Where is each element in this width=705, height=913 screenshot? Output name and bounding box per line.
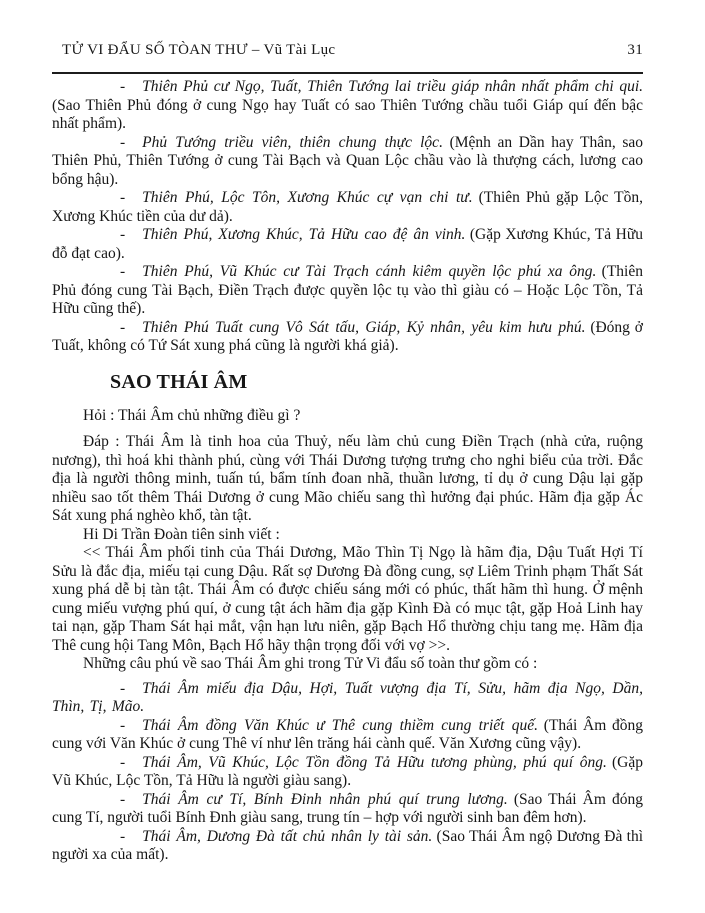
aphorism: Thiên Phú, Xương Khúc, Tả Hữu cao đệ ân vinh. [142, 226, 466, 243]
gloss: (Đóng ở Tuất, không có Tứ Sát xung phá cũng là người khá giả). [52, 318, 643, 354]
answer-paragraph: Đáp : Thái Âm là tinh hoa của Thuỷ, nếu làm chủ cung Điền Trạch (nhà cửa, ruộng nương), thì hoá khi thành phú, cùng với Thái Dương tượng trưng cho nghi biểu của trời. Đắc địa là người thông minh, tuấn tú, bẩm tính đoan nhã, thuần lương, tỉ dụ ở cung Dậu lại gặp nhiều sao tốt thêm Thái Dương ở cung Mão chiếu sang thì hưởng đại phúc. Hãm địa gặp Ác Sát xung phá nghèo khổ, tàn tật. [52, 433, 643, 524]
aphorism: Thiên Phú, Lộc Tôn, Xương Khúc cự vạn chi tư. [142, 189, 473, 206]
bullet-dash: - [120, 133, 126, 151]
section-heading: SAO THÁI ÂM [110, 370, 248, 393]
phu-item-6 [52, 319, 643, 356]
gloss: (Sao Thái Âm đóng cung Tí, người tuổi Bính Đnh giàu sang, trung tín – hợp với người sinh ban đêm hơn). [52, 790, 643, 826]
am-item-3 [52, 754, 643, 791]
aphorism: Phủ Tướng triều viên, thiên chung thực lộc. [142, 133, 443, 151]
aphorism: Thái Âm cư Tí, Bính Đinh nhân phú quí trung lương. [142, 790, 508, 808]
gloss: (Gặp Vũ Khúc, Lộc Tồn, Tả Hữu là người giàu sang). [52, 753, 643, 789]
phu-item-4 [52, 226, 643, 263]
gloss: (Gặp Xương Khúc, Tả Hữu đỗ đạt cao). [52, 226, 643, 262]
am-item-5 [52, 828, 643, 865]
bullet-dash: - [120, 716, 126, 734]
phu-item-3 [52, 189, 643, 226]
bullet-dash: - [120, 226, 126, 243]
gloss: (Mệnh an Dần hay Thân, sao Thiên Phủ, Thiên Tướng ở cung Tài Bạch và Quan Lộc chầu vào là thượng cách, lương cao bổng hậu). [52, 133, 643, 188]
phu-item-1 [52, 78, 643, 134]
page-header [52, 41, 643, 59]
phu-item-2 [52, 134, 643, 190]
quote-intro-paragraph: Hi Di Trần Đoàn tiên sinh viết : [83, 525, 280, 543]
aphorism: Thái Âm đồng Văn Khúc ư Thê cung thiềm cung triết quế. [142, 716, 538, 734]
bullet-dash: - [120, 790, 126, 808]
quote-paragraph: << Thái Âm phối tinh của Thái Dương, Mão Thìn Tị Ngọ là hãm địa, Dậu Tuất Hợi Tí Sửu là đắc địa, miếu tại cung Dậu. Rất sợ Dương Đà đồng cung, sợ Liêm Trinh phạm Thất Sát xung phá dễ bị tàn tật. Thái Âm có được chiếu sáng mới có phúc, thất hãm thì hung. Ở mệnh cung miếu vượng phú quí, ở cung tật ách hãm địa gặp Kình Đà có mục tật, gặp Hoả Linh hay tai nạn, gặp Tham Sát hại mắt, vận hạn lưu niên, gặp Bạch Hổ thường chịu tang mẹ. Hãm địa Thê cung hội Tang Môn, Bạch Hổ hãy thận trọng đối với vợ >>. [52, 544, 643, 654]
gloss: (Thiên Phủ đóng cung Tài Bạch, Điền Trạch được quyền lộc tụ vào thì giàu có – Hoặc Lộc Tồn, Tả Hữu cũng thế). [52, 263, 643, 317]
question-paragraph: Hỏi : Thái Âm chủ những điều gì ? [83, 406, 301, 424]
aphorism: Thái Âm miếu địa Dậu, Hợi, Tuất vượng địa Tí, Sửu, hãm địa Ngọ, Dần, Thìn, Tị, Mão. [52, 679, 643, 715]
bullet-dash: - [120, 263, 126, 280]
aphorism: Thiên Phú, Vũ Khúc cư Tài Trạch cánh kiêm quyền lộc phú xa ông. [142, 263, 597, 280]
list-intro-paragraph: Những câu phú về sao Thái Âm ghi trong Tử Vi đẩu số toàn thư gồm có : [83, 655, 538, 672]
page-content [52, 78, 643, 865]
bullet-dash: - [120, 78, 126, 95]
aphorism: Thiên Phú Tuất cung Vô Sát tấu, Giáp, Kỷ nhân, yêu kim hưu phú. [142, 318, 586, 336]
bullet-dash: - [120, 753, 126, 771]
gloss: (Sao Thái Âm ngộ Dương Đà thì người xa của mất). [52, 827, 643, 863]
aphorism: Thái Âm, Vũ Khúc, Lộc Tồn đồng Tả Hữu tương phùng, phú quí ông. [142, 753, 607, 771]
bullet-dash: - [120, 318, 126, 336]
aphorism: Thái Âm, Dương Đà tất chủ nhân ly tài sản. [142, 827, 433, 845]
header-rule [52, 72, 643, 74]
phu-item-5 [52, 263, 643, 319]
aphorism: Thiên Phủ cư Ngọ, Tuất, Thiên Tướng lai triều giáp nhân nhất phẩm chi qui. [142, 78, 643, 95]
gloss: (Thái Âm đồng cung với Văn Khúc ở cung Thê ví như lên trăng hái cành quế. Văn Xương cũng vậy). [52, 716, 643, 752]
am-item-1 [52, 680, 643, 717]
am-item-4 [52, 791, 643, 828]
bullet-dash: - [120, 189, 126, 206]
gloss: (Sao Thiên Phủ đóng ở cung Ngọ hay Tuất có sao Thiên Tướng chầu tuổi Giáp quí đến bậc nhất phẩm). [52, 96, 643, 132]
bullet-dash: - [120, 827, 126, 845]
page-number: 31 [627, 42, 643, 58]
gloss: (Thiên Phủ gặp Lộc Tồn, Xương Khúc tiền của dư dả). [52, 189, 643, 225]
running-title: TỬ VI ĐẨU SỐ TÒAN THƯ – Vũ Tài Lục [62, 42, 336, 58]
am-item-2 [52, 717, 643, 754]
bullet-dash: - [120, 679, 126, 697]
